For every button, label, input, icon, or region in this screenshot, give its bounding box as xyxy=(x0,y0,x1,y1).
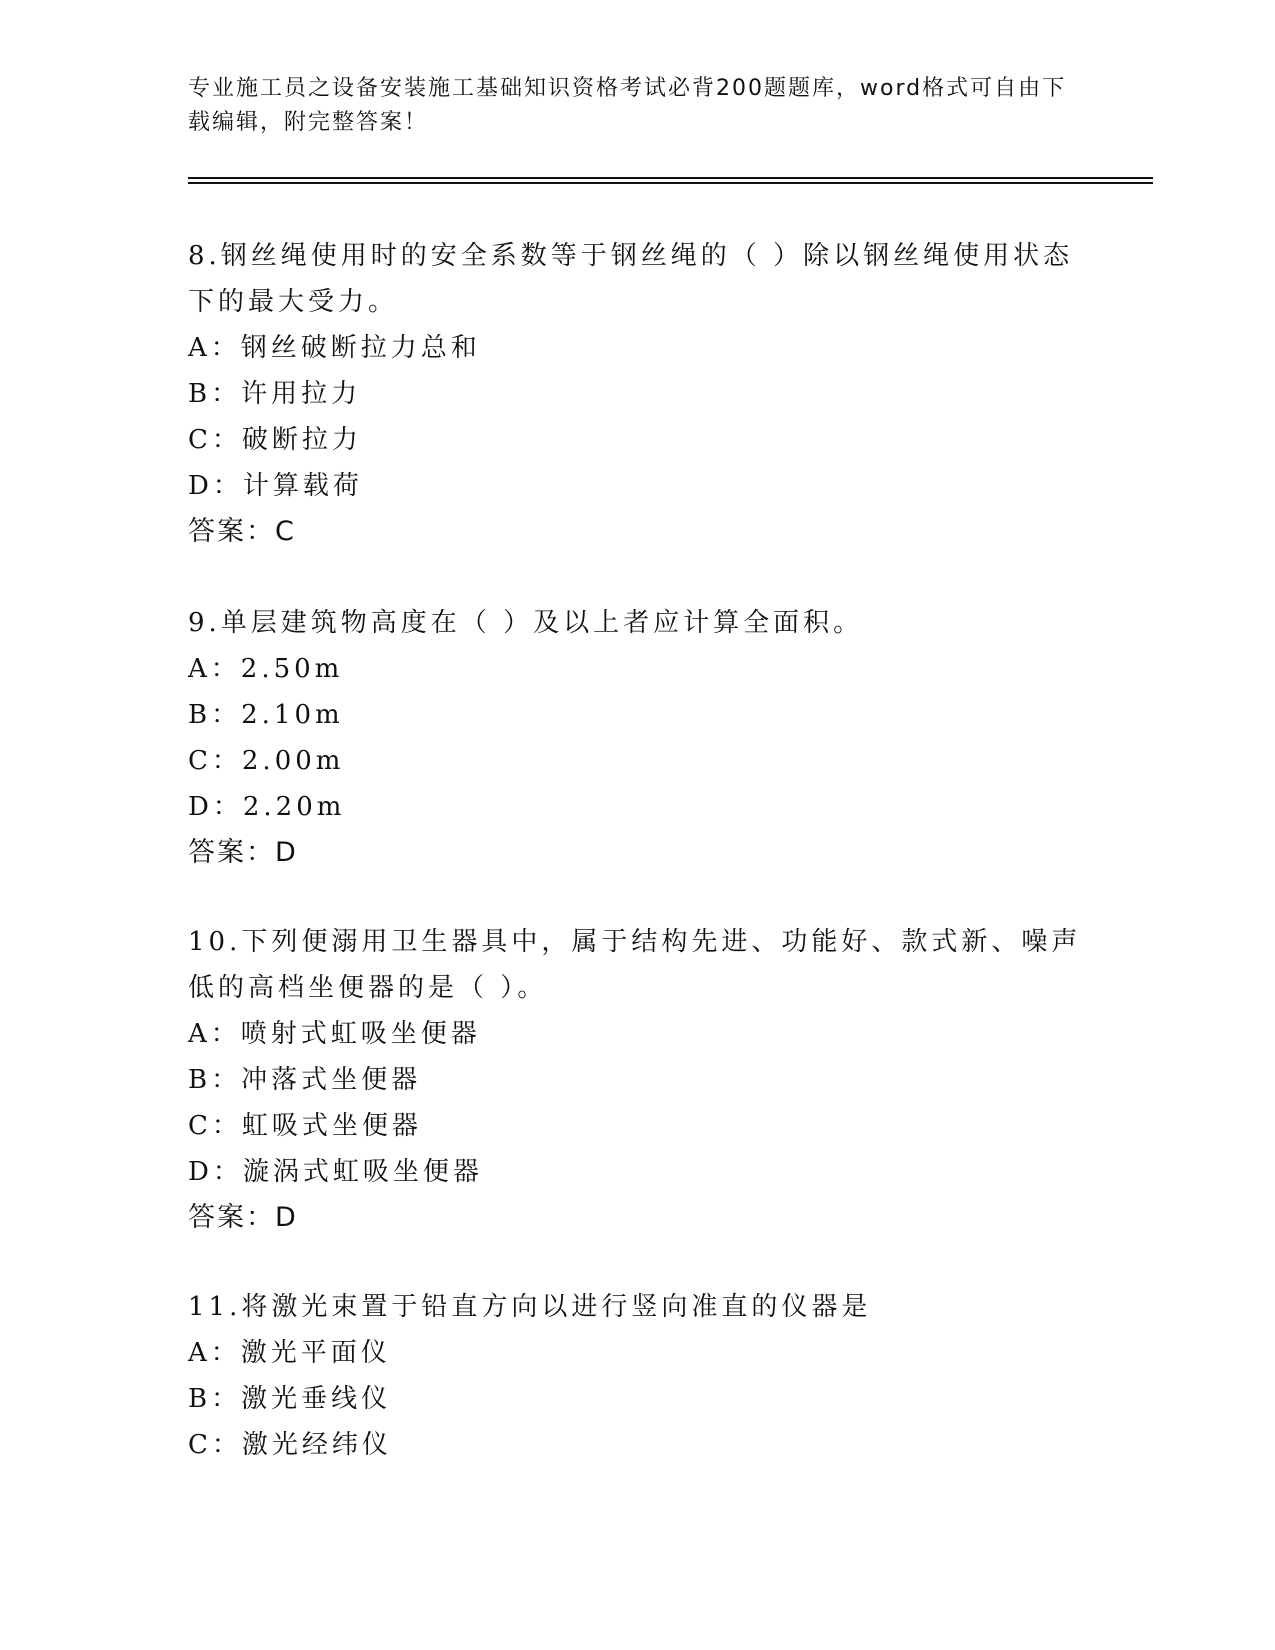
option-d: D：2.20m xyxy=(188,792,346,822)
option-c: C：虹吸式坐便器 xyxy=(188,1111,422,1141)
option-d: D：计算载荷 xyxy=(188,471,363,501)
question-8 xyxy=(188,233,1088,555)
option-b: B：许用拉力 xyxy=(188,379,362,409)
option-c: C：2.00m xyxy=(188,746,345,776)
answer: 答案：D xyxy=(188,837,298,868)
question-stem: 11.将激光束置于铅直方向以进行竖向准直的仪器是 xyxy=(188,1292,872,1322)
option-c: C：激光经纬仪 xyxy=(188,1430,392,1460)
option-b: B：2.10m xyxy=(188,700,344,730)
answer: 答案：C xyxy=(188,516,296,547)
option-c: C：破断拉力 xyxy=(188,425,362,455)
option-a: A：喷射式虹吸坐便器 xyxy=(188,1019,481,1049)
option-b: B：激光垂线仪 xyxy=(188,1384,392,1414)
option-d: D：漩涡式虹吸坐便器 xyxy=(188,1157,483,1187)
question-10 xyxy=(188,919,1088,1241)
answer: 答案：D xyxy=(188,1202,298,1233)
question-stem: 9.单层建筑物高度在（ ）及以上者应计算全面积。 xyxy=(188,608,864,638)
document-header: 专业施工员之设备安装施工基础知识资格考试必背200题题库，word格式可自由下载编辑，附完整答案！ xyxy=(188,76,1067,135)
header-divider-bottom xyxy=(188,182,1153,184)
option-b: B：冲落式坐便器 xyxy=(188,1065,422,1095)
question-9 xyxy=(188,600,1088,876)
header-divider-top xyxy=(188,177,1153,179)
question-stem: 8.钢丝绳使用时的安全系数等于钢丝绳的（ ）除以钢丝绳使用状态下的最大受力。 xyxy=(188,241,1074,317)
option-a: A：钢丝破断拉力总和 xyxy=(188,333,481,363)
option-a: A：激光平面仪 xyxy=(188,1338,391,1368)
question-11 xyxy=(188,1284,1088,1468)
option-a: A：2.50m xyxy=(188,654,344,684)
question-stem: 10.下列便溺用卫生器具中，属于结构先进、功能好、款式新、噪声低的高档坐便器的是（ ）。 xyxy=(188,927,1082,1003)
